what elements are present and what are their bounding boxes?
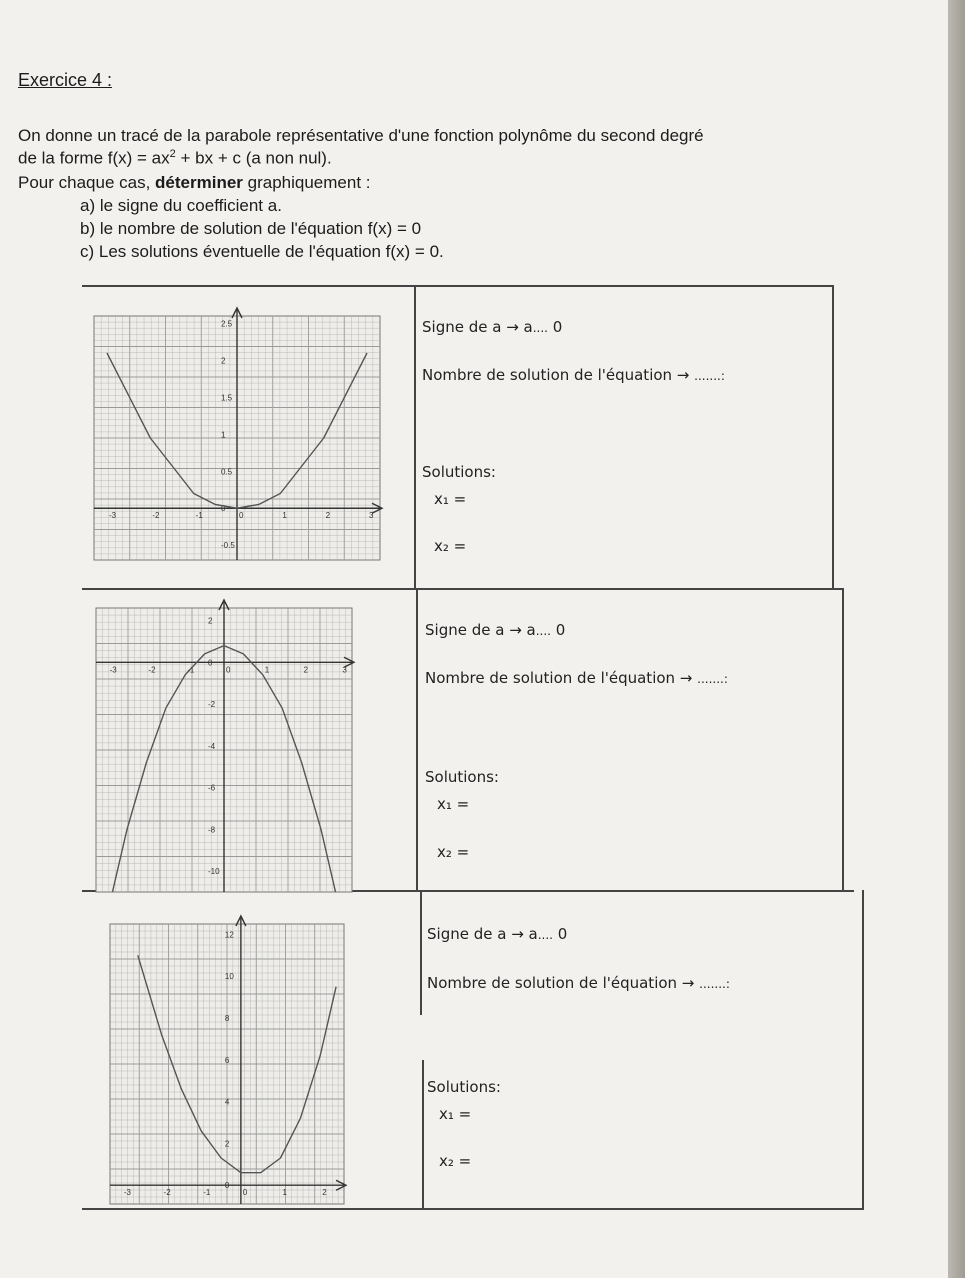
sign-label: Signe de a → a — [427, 925, 538, 943]
x-tick-label: 2 — [322, 1188, 327, 1198]
question-b: b) le nombre de solution de l'équation f(x) = 0 — [80, 219, 422, 238]
intro-line-1: On donne un tracé de la parabole représentative d'une fonction polynôme du second degré — [18, 126, 704, 145]
exercise-title: Exercice 4 : — [18, 70, 113, 90]
sign-label: Signe de a → a — [425, 621, 536, 639]
y-tick-label: 6 — [224, 1055, 230, 1065]
y-tick-label: 8 — [224, 1014, 230, 1024]
sign-line — [425, 621, 565, 639]
x2-field[interactable]: x₂ = — [439, 1152, 472, 1170]
x-tick-label: 1 — [264, 665, 270, 675]
column-divider-3a — [420, 890, 422, 1015]
solutions-label: Solutions: — [427, 1078, 501, 1096]
x-tick-label: -1 — [187, 665, 195, 675]
x-tick-label: 2 — [303, 665, 309, 675]
question-c: c) Les solutions éventuelle de l'équation f(x) = 0. — [80, 242, 444, 261]
table-right-border-2 — [842, 588, 844, 890]
y-tick-label: 0.5 — [221, 467, 233, 477]
x1-field[interactable]: x₁ = — [439, 1105, 472, 1123]
parabola-graph-1 — [90, 298, 390, 564]
x-tick-label: 1 — [282, 1188, 287, 1198]
count-label: Nombre de solution de l'équation → — [427, 974, 695, 992]
x-tick-label: 0 — [226, 665, 231, 675]
x-tick-label: 2 — [325, 511, 331, 521]
x1-field[interactable]: x₁ = — [437, 795, 470, 813]
y-tick-label: 4 — [224, 1097, 230, 1107]
question-list — [80, 194, 444, 263]
parabola-graph-2 — [92, 596, 360, 896]
x1-field[interactable]: x₁ = — [434, 490, 467, 508]
solutions-label: Solutions: — [422, 463, 496, 481]
y-tick-label: 1 — [221, 430, 226, 440]
table-top-border — [82, 285, 834, 287]
count-blank[interactable]: .......: — [699, 977, 730, 991]
x-tick-label: -2 — [152, 511, 160, 521]
sign-blank[interactable]: .... — [532, 321, 548, 335]
x2-field[interactable]: x₂ = — [437, 843, 470, 861]
sign-blank[interactable]: .... — [535, 624, 551, 638]
x-tick-label: 3 — [369, 511, 374, 521]
count-blank[interactable]: .......: — [697, 672, 728, 686]
sign-line — [427, 925, 567, 943]
sign-zero: 0 — [552, 318, 563, 336]
y-tick-label: 1.5 — [221, 393, 233, 403]
sign-line — [422, 318, 562, 336]
instruction-prefix: Pour chaque cas, — [18, 173, 156, 192]
x-tick-label: -2 — [163, 1188, 171, 1198]
table-right-border-3 — [862, 890, 864, 1210]
count-label: Nombre de solution de l'équation → — [422, 366, 690, 384]
count-label: Nombre de solution de l'équation → — [425, 669, 693, 687]
column-divider-3b — [422, 1060, 424, 1208]
x-tick-label: -3 — [109, 665, 117, 675]
exercise-instruction — [18, 173, 371, 193]
x-tick-label: 0 — [239, 511, 244, 521]
count-blank[interactable]: .......: — [694, 369, 725, 383]
sign-zero: 0 — [557, 925, 568, 943]
solutions-label: Solutions: — [425, 768, 499, 786]
x2-field[interactable]: x₂ = — [434, 537, 467, 555]
sign-blank[interactable]: .... — [537, 928, 553, 942]
formula-exponent: 2 — [169, 148, 176, 160]
y-tick-label: 10 — [224, 972, 234, 982]
y-tick-label: 0 — [224, 1181, 230, 1191]
intro-line-2-prefix: de la forme — [18, 148, 108, 168]
y-tick-label: -6 — [208, 783, 216, 793]
question-a: a) le signe du coefficient a. — [80, 196, 282, 215]
column-divider-1 — [414, 285, 416, 588]
x-tick-label: -1 — [203, 1188, 211, 1198]
x-tick-label: -3 — [109, 511, 117, 521]
x-tick-label: -1 — [195, 511, 203, 521]
x-tick-label: 0 — [242, 1188, 248, 1198]
sign-zero: 0 — [555, 621, 566, 639]
count-line — [425, 669, 728, 687]
y-tick-label: 2.5 — [221, 319, 233, 329]
page-edge-shadow — [948, 0, 965, 1278]
table-right-border-1 — [832, 285, 834, 588]
y-tick-label: -8 — [208, 825, 216, 835]
x-tick-label: -2 — [148, 665, 156, 675]
sign-label: Signe de a → a — [422, 318, 533, 336]
instruction-bold: déterminer — [155, 173, 243, 192]
y-tick-label: 2 — [208, 616, 213, 626]
column-divider-2 — [416, 588, 418, 890]
x-tick-label: 1 — [282, 511, 287, 521]
count-line — [427, 974, 730, 992]
y-tick-label: -10 — [208, 867, 220, 877]
y-tick-label: -0.5 — [221, 541, 235, 551]
x-tick-label: -3 — [123, 1188, 132, 1198]
y-tick-label: -4 — [208, 741, 216, 751]
y-tick-label: -2 — [208, 700, 216, 710]
formula-part-a: f(x) = ax — [107, 148, 170, 168]
y-tick-label: 2 — [221, 356, 226, 366]
intro-line-2-suffix: (a non nul). — [240, 148, 332, 168]
row-divider-1 — [82, 588, 844, 590]
parabola-graph-3 — [106, 906, 350, 1210]
y-tick-label: 0 — [221, 504, 226, 514]
y-tick-label: 2 — [224, 1139, 230, 1149]
formula-part-b: + bx + c — [175, 148, 241, 168]
count-line — [422, 366, 725, 384]
y-tick-label: 12 — [224, 930, 234, 940]
instruction-suffix: graphiquement : — [242, 173, 371, 192]
exercise-intro — [18, 127, 848, 168]
x-tick-label: 3 — [342, 665, 347, 675]
y-tick-label: 0 — [208, 658, 213, 668]
